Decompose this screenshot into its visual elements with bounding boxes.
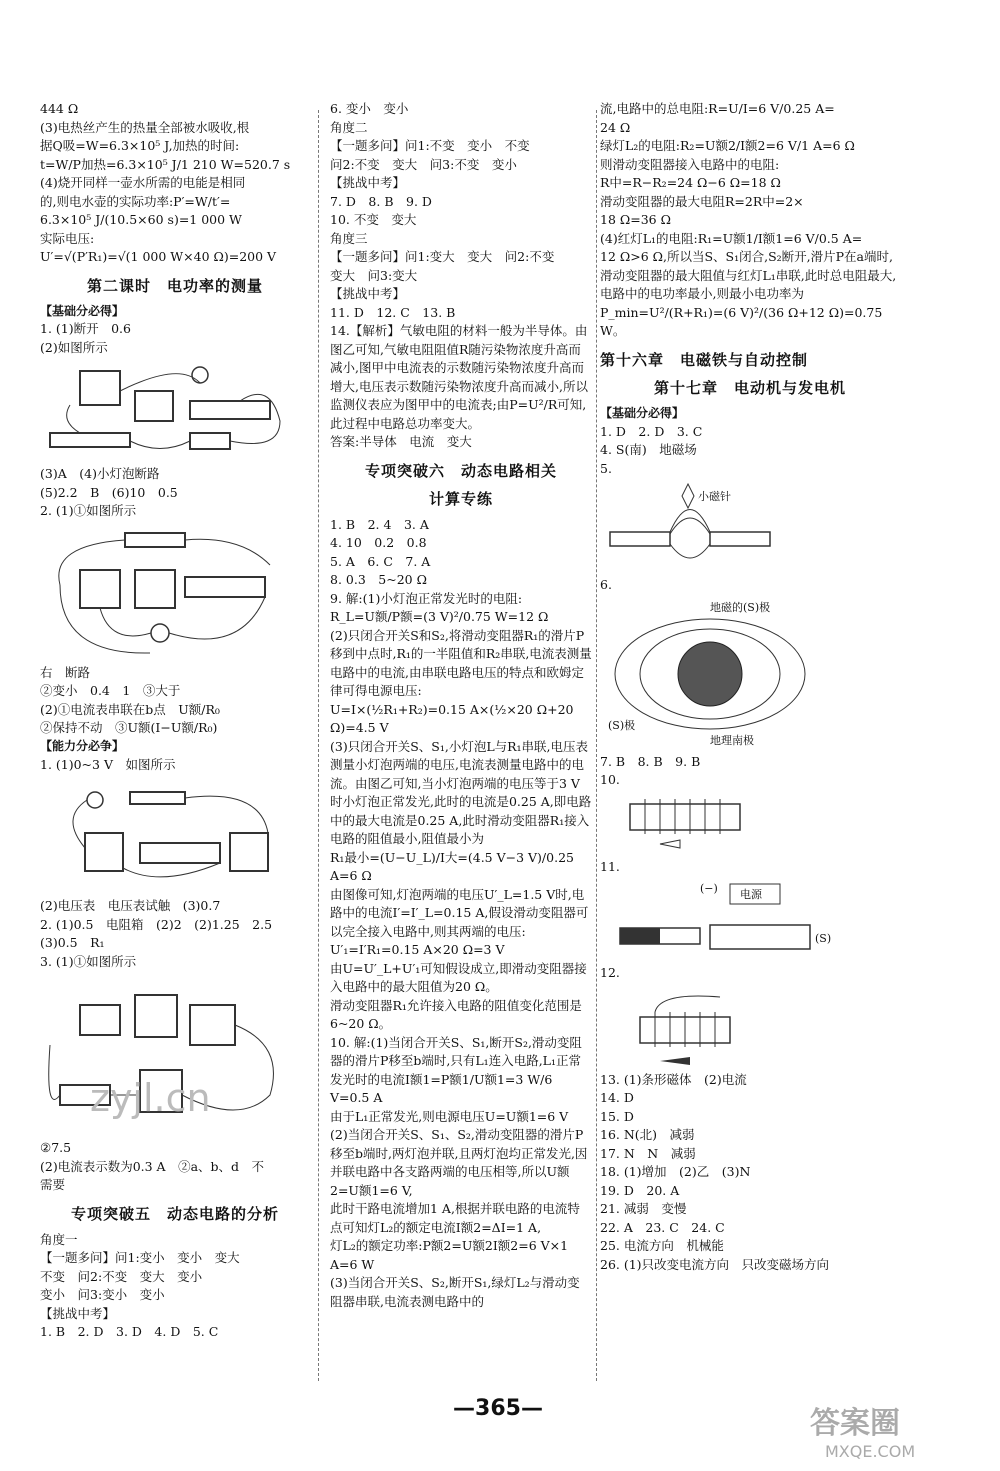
solenoid-figure-10 (600, 794, 880, 854)
col3-lines-e (600, 858, 900, 877)
solenoid-figure-11 (600, 880, 880, 960)
text-line: 需要 (40, 1177, 66, 1193)
text-line: 11. D 12. C 13. B (330, 304, 456, 320)
text-line: 17. N N 减弱 (600, 1145, 696, 1161)
text-line: 流,电路中的总电阻:R=U/I=6 V/0.25 A= (600, 101, 835, 116)
text-line: (2)只闭合开关S和S₂,将滑动变阻器R₁的滑片P移到中点时,R₁的一半阻值和R₂串联,电流表测量电路中的电流,由串联电路电压的特点和欧姆定律可得电源电压: (330, 627, 592, 699)
text-line: 据Q吸=W=6.3×10⁵ J,加热的时间: (40, 138, 240, 153)
circuit-figure-3 (40, 778, 290, 893)
text-line: (3)当闭合开关S、S₂,断开S₁,绿灯L₂与滑动变阻器串联,电流表测电路中的 (330, 1275, 580, 1309)
column-2 (330, 100, 592, 1311)
watermark-zyjl: zyjl.cn (90, 1076, 211, 1120)
text-line: 25. 电流方向 机械能 (600, 1238, 724, 1254)
text-line: 【一题多问】问1:变小 变小 变大 (40, 1250, 240, 1266)
text-line: 22. A 23. C 24. C (600, 1219, 725, 1235)
text-line: 答案:半导体 电流 变大 (330, 434, 472, 449)
fig5-label: 小磁针 (698, 490, 731, 504)
col1-lines-g (40, 1139, 310, 1195)
circuit-figure-1 (40, 361, 290, 461)
text-line: 19. D 20. A (600, 1182, 680, 1198)
fig6-bottom: 地理南极 (710, 733, 754, 747)
text-line: 右 断路 (40, 664, 91, 680)
col1-lines-e (40, 756, 310, 775)
text-line: 变小 问3:变小 变小 (40, 1287, 165, 1303)
text-line: 26. (1)只改变电流方向 只改变磁场方向 (600, 1256, 830, 1272)
tag-ability: 【能力分必争】 (40, 738, 125, 753)
text-line: 6.3×10⁵ J/(10.5×60 s)=1 000 W (40, 212, 242, 227)
text-line: (2)①电流表串联在b点 U额/R₀ (40, 701, 220, 717)
text-line: 由U=U′_L+U′₁可知假设成立,即滑动变阻器接入电路中的最大阻值为20 Ω。 (330, 960, 587, 995)
text-line: 2. (1)0.5 电阻箱 (2)2 (2)1.25 2.5 (40, 916, 273, 932)
text-line: ②变小 0.4 1 ③大于 (40, 683, 181, 699)
text-line: 10. (600, 772, 620, 788)
text-line: 【一题多问】问1:变大 变大 问2:不变 (330, 249, 555, 264)
col1-lines-c (40, 465, 310, 521)
column-1 (40, 100, 310, 1342)
text-line: P_min=U²/(R+R₁)=(6 V)²/(36 Ω+12 Ω)=0.75 W。 (600, 304, 887, 338)
col1-lines-f (40, 897, 310, 971)
text-line: 的,则电水壶的实际功率:P′=W/t′= (40, 193, 231, 209)
col2-lines-a (330, 100, 592, 452)
magnet-field-figure (600, 482, 880, 572)
chapter-17-title: 第十七章 电动机与发电机 (653, 378, 846, 397)
text-line: 问2:不变 变大 问3:不变 变小 (330, 156, 517, 172)
col3-lines-a (600, 100, 900, 341)
text-line: R₁最小=(U−U_L)/I大=(4.5 V−3 V)/0.25 A=6 Ω (330, 849, 578, 884)
text-line: 【挑战中考】 (330, 175, 406, 190)
text-line: 6. 变小 变小 (330, 101, 409, 116)
tag-basic-3: 【基础分必得】 (600, 405, 685, 420)
column-divider-2 (596, 110, 597, 1381)
col3-lines-f (600, 964, 900, 983)
text-line: 1. B 2. D 3. D 4. D 5. C (40, 1324, 219, 1340)
watermark-mxqe: MXQE.COM (825, 1442, 916, 1461)
text-line: t=W/P加热=6.3×10⁵ J/1 210 W=520.7 s (40, 156, 291, 172)
text-line: 13. (1)条形磁体 (2)电流 (600, 1071, 747, 1087)
column-divider-1 (318, 110, 319, 1381)
text-line: 24 Ω (600, 119, 631, 135)
text-line: U=I×(½R₁+R₂)=0.15 A×(½×20 Ω+20 Ω)=4.5 V (330, 701, 578, 736)
text-line: 则滑动变阻器接入电路中的电阻: (600, 156, 780, 172)
col1-lines-a (40, 100, 310, 267)
text-line: (3)只闭合开关S、S₁,小灯泡L与R₁串联,电压表测量小灯泡两端的电压,电流表测量电路中的电流。由图乙可知,当小灯泡两端的电压等于3 V时小灯泡正常发光,此时的电流是0.25 A,即电路中的最大电流是0.25 A,此时滑动变阻器R₁接入电路的阻值最小,阻值最小为 (330, 738, 592, 847)
text-line: 1. (1)0~3 V 如图所示 (40, 756, 176, 772)
text-line: 9. 解:(1)小灯泡正常发光时的电阻: (330, 590, 523, 606)
text-line: (2)当闭合开关S、S₁、S₂,滑动变阻器的滑片P移至b端时,两灯泡并联,且两灯泡均正常发光,因并联电路中各支路两端的电压相等,所以U额2=U额1=6 V, (330, 1127, 588, 1198)
text-line: R中=R−R₂=24 Ω−6 Ω=18 Ω (600, 175, 781, 190)
fig6-left: (S)极 (608, 718, 636, 732)
text-line: 角度三 (330, 230, 368, 246)
text-line: 灯L₂的额定功率:P额2=U额2I额2=6 V×1 A=6 W (330, 1238, 573, 1272)
text-line: 15. D (600, 1108, 634, 1124)
text-line: 角度二 (330, 119, 368, 135)
col3-lines-c (600, 576, 900, 595)
text-line: (2)电流表示数为0.3 A ②a、b、d 不 (40, 1158, 265, 1174)
text-line: ②7.5 (40, 1140, 72, 1156)
text-line: 7. B 8. B 9. B (600, 753, 701, 769)
text-line: 7. D 8. B 9. D (330, 193, 432, 209)
text-line: ②保持不动 ③U额(I−U额/R₀) (40, 720, 218, 736)
page-number: —365— (453, 1396, 543, 1421)
text-line: 此时干路电流增加1 A,根据并联电路的电流特点可知灯L₂的额定电流I额2=ΔI=1 A, (330, 1201, 580, 1235)
text-line: 16. N(北) 减弱 (600, 1127, 695, 1143)
section-title-dynamic-circuit: 专项突破五 动态电路的分析 (70, 1204, 279, 1223)
text-line: 变大 问3:变大 (330, 267, 418, 283)
chapter-16-title: 第十六章 电磁铁与自动控制 (600, 350, 809, 369)
section-title-power-measurement: 第二课时 电功率的测量 (86, 276, 263, 295)
text-line: (4)红灯L₁的电阻:R₁=U额1/I额1=6 V/0.5 A= (600, 230, 863, 246)
text-line: 6. (600, 577, 612, 593)
text-line: (3)A (4)小灯泡断路 (40, 466, 160, 482)
text-line: (2)如图所示 (40, 339, 108, 355)
text-line: (3)0.5 R₁ (40, 935, 105, 951)
section-title-calc-1: 专项突破六 动态电路相关 (364, 461, 557, 480)
text-line: 12 Ω>6 Ω,所以当S、S₁闭合,S₂断开,滑片P在a端时,滑动变阻器的最大阻值与红灯L₁串联,此时总电阻最大,电路中的电功率最小,则最小电功率为 (600, 249, 897, 301)
text-line: 实际电压: (40, 230, 95, 246)
text-line: (5)2.2 B (6)10 0.5 (40, 484, 178, 500)
earth-field-figure (600, 599, 880, 749)
text-line: 14.【解析】气敏电阻的材料一般为半导体。由图乙可知,气敏电阻阻值R随污染物浓度升高而减小,图甲中电流表的示数随污染物浓度升高而增大,电压表示数随污染物浓度升高而减小,所以监测仪表应为图甲中的电流表;由P=U²/R可知,此过程中电路总功率变大。 (330, 323, 588, 431)
text-line: 18. (1)增加 (2)乙 (3)N (600, 1164, 751, 1180)
fig11-power: 电源 (740, 888, 762, 902)
text-line: 444 Ω (40, 101, 79, 116)
fig6-top: 地磁的(S)极 (710, 600, 771, 614)
text-line: 由图像可知,灯泡两端的电压U′_L=1.5 V时,电路中的电流I′=I′_L=0.15 A,假设滑动变阻器可以完全接入电路中,则其两端的电压: (330, 886, 589, 939)
column-3 (600, 100, 900, 1274)
solenoid-figure-12 (600, 987, 880, 1067)
text-line: 18 Ω=36 Ω (600, 212, 671, 227)
text-line: 8. 0.3 5~20 Ω (330, 572, 427, 588)
text-line: 4. 10 0.2 0.8 (330, 535, 427, 551)
watermark-daan: 答案圈 (810, 1406, 900, 1441)
fig11-minus: (−) (700, 882, 718, 896)
text-line: 绿灯L₂的电阻:R₂=U额2/I额2=6 V/1 A=6 Ω (600, 138, 855, 153)
col3-lines-d (600, 753, 900, 790)
text-line: 5. (600, 460, 612, 476)
tag-basic: 【基础分必得】 (40, 303, 125, 318)
text-line: 滑动变阻器R₁允许接入电路的阻值变化范围是6~20 Ω。 (330, 997, 582, 1032)
text-line: 10. 不变 变大 (330, 212, 417, 227)
text-line: 【一题多问】问1:不变 变小 不变 (330, 138, 530, 153)
text-line: 由于L₁正常发光,则电源电压U=U额1=6 V (330, 1108, 569, 1124)
text-line: U′₁=I′R₁=0.15 A×20 Ω=3 V (330, 942, 505, 958)
text-line: 12. (600, 965, 620, 981)
text-line: 滑动变阻器的最大电阻R=2R中=2× (600, 193, 804, 209)
text-line: (2)电压表 电压表试触 (3)0.7 (40, 898, 221, 914)
text-line: 不变 问2:不变 变大 变小 (40, 1268, 203, 1284)
col1-lines-b (40, 320, 310, 357)
text-line: 1. B 2. 4 3. A (330, 516, 429, 532)
text-line: 【挑战中考】 (330, 286, 406, 301)
text-line: 角度一 (40, 1231, 78, 1247)
text-line: 2. (1)①如图所示 (40, 503, 137, 519)
text-line: 4. S(南) 地磁场 (600, 442, 697, 458)
col3-lines-b (600, 423, 900, 479)
text-line: (3)电热丝产生的热量全部被水吸收,根 (40, 119, 250, 135)
col2-lines-b (330, 516, 592, 1312)
text-line: 1. D 2. D 3. C (600, 423, 703, 439)
text-line: 【挑战中考】 (40, 1305, 116, 1321)
text-line: R_L=U额/P额=(3 V)²/0.75 W=12 Ω (330, 609, 549, 625)
text-line: (4)烧开同样一壶水所需的电能是相同 (40, 175, 246, 190)
text-line: 1. (1)断开 0.6 (40, 321, 131, 337)
text-line: 10. 解:(1)当闭合开关S、S₁,断开S₂,滑动变阻器的滑片P移至b端时,只有L₁连入电路,L₁正常发光时的电流I额1=P额1/U额1=3 W/6 V=0.5 A (330, 1034, 582, 1106)
col1-lines-d (40, 664, 310, 738)
text-line: 11. (600, 858, 620, 874)
text-line: 14. D (600, 1090, 634, 1106)
section-title-calc-2: 计算专练 (428, 489, 493, 508)
text-line: U′=√(P′R₁)=√(1 000 W×40 Ω)=200 V (40, 249, 277, 264)
text-line: 5. A 6. C 7. A (330, 553, 431, 569)
text-line: 21. 减弱 变慢 (600, 1201, 687, 1217)
circuit-figure-2 (40, 525, 290, 660)
text-line: 3. (1)①如图所示 (40, 953, 137, 969)
col1-lines-h (40, 1231, 310, 1342)
fig11-s: (S) (815, 932, 832, 946)
col3-lines-g (600, 1071, 900, 1275)
